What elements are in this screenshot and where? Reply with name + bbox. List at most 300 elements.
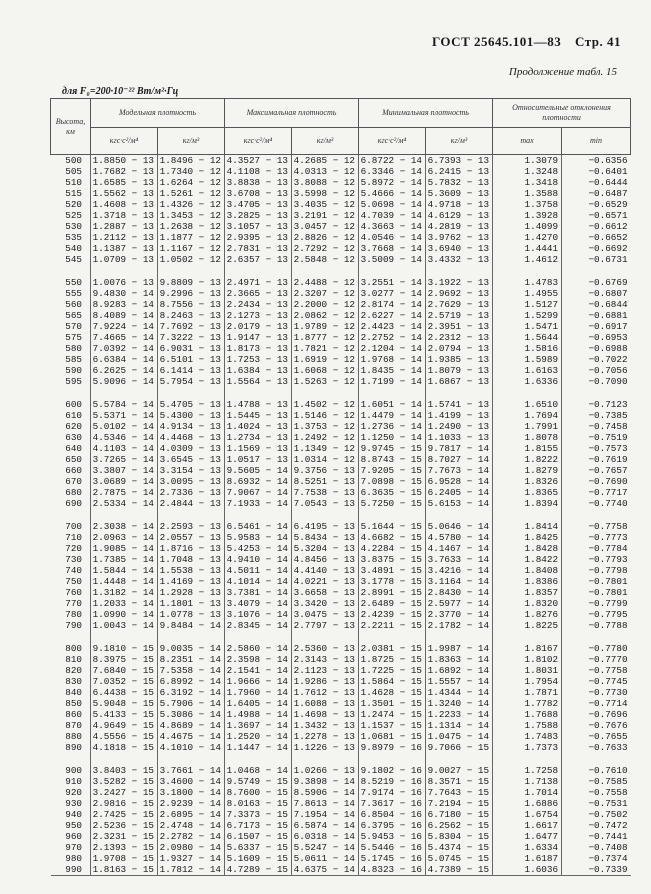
table-row (51, 454, 631, 465)
cell-max-kgs: 5.9583 − 14 (225, 532, 292, 543)
cell-max-kg: 3.3420 − 13 (292, 598, 359, 609)
cell-max-kg: 1.2278 − 13 (292, 731, 359, 742)
cell-dev-min: −0.7801 (562, 587, 631, 598)
cell-model-kg: 3.0095 − 13 (158, 476, 225, 487)
col-max-density: Максимальная плотность (225, 99, 359, 128)
cell-min-kgs: 9.8979 − 16 (359, 742, 426, 753)
cell-max-kgs: 2.3665 − 13 (225, 288, 292, 299)
cell-dev-min: −0.7657 (562, 465, 631, 476)
cell-height: 590 (65, 365, 82, 376)
cell-max-kg: 9.3756 − 13 (292, 465, 359, 476)
cell-dev-min: −0.6731 (562, 254, 631, 265)
cell-model-kg: 4.9134 − 13 (158, 421, 225, 432)
cell-max-kgs: 1.0517 − 13 (225, 454, 292, 465)
cell-max-kg: 1.4502 − 12 (292, 399, 359, 410)
cell-dev-min: −0.7585 (562, 776, 631, 787)
cell-model-kgs: 1.1387 − 13 (91, 243, 158, 254)
cell-min-kgs: 9.1802 − 16 (359, 765, 426, 776)
cell-min-kg: 5.6153 − 14 (426, 498, 493, 509)
table-row (51, 798, 631, 809)
cell-model-kgs: 3.2427 − 15 (91, 787, 158, 798)
cell-model-kgs: 1.0076 − 13 (91, 277, 158, 288)
cell-model-kgs: 9.4830 − 14 (91, 288, 158, 299)
cell-dev-min: −0.6571 (562, 210, 631, 221)
cell-model-kg: 1.2928 − 13 (158, 587, 225, 598)
cell-dev-max: 1.4955 (493, 288, 562, 299)
cell-model-kg: 1.0778 − 13 (158, 609, 225, 620)
cell-min-kg: 1.5557 − 14 (426, 676, 493, 687)
cell-min-kg: 8.7027 − 14 (426, 454, 493, 465)
cell-max-kgs: 3.4705 − 13 (225, 199, 292, 210)
cell-min-kgs: 4.6682 − 15 (359, 532, 426, 543)
cell-dev-max: 1.8357 (493, 587, 562, 598)
cell-model-kgs: 6.2625 − 14 (91, 365, 158, 376)
cell-dev-max: 1.5471 (493, 321, 562, 332)
cell-min-kg: 7.7673 − 14 (426, 465, 493, 476)
table-row (51, 864, 631, 876)
cell-min-kgs: 2.2211 − 15 (359, 620, 426, 631)
cell-max-kg: 2.3143 − 13 (292, 654, 359, 665)
table-row (51, 288, 631, 299)
cell-model-kgs: 1.9708 − 15 (91, 853, 158, 864)
table-row (51, 643, 631, 654)
cell-model-kgs: 7.6840 − 15 (91, 665, 158, 676)
cell-min-kgs: 6.3795 − 16 (359, 820, 426, 831)
cell-model-kg: 1.7048 − 13 (158, 554, 225, 565)
cell-min-kgs: 1.5864 − 15 (359, 676, 426, 687)
cell-height: 680 (65, 487, 82, 498)
cell-min-kg: 2.5977 − 14 (426, 598, 493, 609)
cell-dev-min: −0.7633 (562, 742, 631, 753)
cell-dev-min: −0.7714 (562, 698, 631, 709)
cell-min-kg: 3.4332 − 13 (426, 254, 493, 265)
cell-max-kg: 3.8088 − 12 (292, 177, 359, 188)
cell-dev-max: 1.6336 (493, 376, 562, 387)
cell-max-kg: 3.2191 − 12 (292, 210, 359, 221)
cell-dev-min: −0.6652 (562, 232, 631, 243)
cell-model-kg: 2.7336 − 13 (158, 487, 225, 498)
cell-height: 980 (65, 853, 82, 864)
cell-dev-min: −0.7696 (562, 709, 631, 720)
cell-max-kgs: 1.2734 − 13 (225, 432, 292, 443)
cell-model-kgs: 1.7682 − 13 (91, 166, 158, 177)
cell-max-kg: 1.1349 − 12 (292, 443, 359, 454)
cell-max-kg: 3.0475 − 13 (292, 609, 359, 620)
cell-dev-min: −0.7740 (562, 498, 631, 509)
cell-model-kgs: 5.9096 − 14 (91, 376, 158, 387)
table-row (51, 343, 631, 354)
cell-dev-min: −0.7458 (562, 421, 631, 432)
cell-dev-min: −0.6769 (562, 277, 631, 288)
cell-dev-min: −0.7676 (562, 720, 631, 731)
cell-model-kgs: 1.5844 − 14 (91, 565, 158, 576)
cell-model-kg: 2.0980 − 14 (158, 842, 225, 853)
cell-dev-min: −0.6692 (562, 243, 631, 254)
cell-dev-max: 1.8365 (493, 487, 562, 498)
cell-dev-min: −0.6612 (562, 221, 631, 232)
cell-min-kgs: 1.0681 − 15 (359, 731, 426, 742)
table-row (51, 465, 631, 476)
table-row (51, 598, 631, 609)
cell-max-kg: 7.0543 − 13 (292, 498, 359, 509)
cell-min-kgs: 8.8743 − 15 (359, 454, 426, 465)
cell-min-kgs: 5.1644 − 15 (359, 521, 426, 532)
cell-min-kgs: 8.5219 − 16 (359, 776, 426, 787)
cell-model-kg: 2.4748 − 14 (158, 820, 225, 831)
table-row (51, 199, 631, 210)
cell-dev-min: −0.7339 (562, 864, 631, 876)
cell-dev-min: −0.6881 (562, 310, 631, 321)
cell-min-kg: 5.7832 − 13 (426, 177, 493, 188)
cell-min-kg: 7.7643 − 15 (426, 787, 493, 798)
continuation-note: Продолжение табл. 15 (508, 66, 617, 78)
cell-dev-min: −0.7745 (562, 676, 631, 687)
cell-dev-min: −0.7374 (562, 853, 631, 864)
cell-max-kgs: 1.4988 − 14 (225, 709, 292, 720)
cell-model-kg: 9.0035 − 14 (158, 643, 225, 654)
cell-min-kgs: 3.1778 − 15 (359, 576, 426, 587)
table-row (51, 321, 631, 332)
cell-max-kgs: 1.5564 − 13 (225, 376, 292, 387)
cell-min-kg: 6.7180 − 15 (426, 809, 493, 820)
table-row (51, 354, 631, 365)
col-min-density: Минимальная плотность (359, 99, 493, 128)
cell-dev-max: 1.3928 (493, 210, 562, 221)
cell-dev-max: 1.8394 (493, 498, 562, 509)
cell-min-kgs: 5.0698 − 14 (359, 199, 426, 210)
cell-model-kg: 3.1800 − 14 (158, 787, 225, 798)
cell-dev-min: −0.7773 (562, 532, 631, 543)
cell-min-kgs: 9.9745 − 15 (359, 443, 426, 454)
cell-dev-max: 1.8276 (493, 609, 562, 620)
cell-dev-min: −0.7780 (562, 643, 631, 654)
table-row (51, 177, 631, 188)
cell-model-kgs: 2.3231 − 15 (91, 831, 158, 842)
cell-height: 670 (65, 476, 82, 487)
cell-max-kg: 4.6375 − 14 (292, 864, 359, 876)
cell-height: 960 (65, 831, 82, 842)
cell-max-kg: 1.8777 − 12 (292, 332, 359, 343)
cell-min-kg: 1.8079 − 13 (426, 365, 493, 376)
unit-model-kgs: кгс·с²/м⁴ (91, 128, 158, 155)
cell-max-kg: 1.5263 − 12 (292, 376, 359, 387)
cell-max-kg: 1.9789 − 12 (292, 321, 359, 332)
cell-max-kgs: 3.7381 − 14 (225, 587, 292, 598)
cell-max-kgs: 1.4788 − 13 (225, 399, 292, 410)
cell-height: 770 (65, 598, 82, 609)
cell-min-kg: 1.9385 − 13 (426, 354, 493, 365)
cell-model-kgs: 2.5334 − 14 (91, 498, 158, 509)
cell-model-kg: 1.2638 − 12 (158, 221, 225, 232)
cell-dev-max: 1.4099 (493, 221, 562, 232)
cell-max-kg: 6.5874 − 14 (292, 820, 359, 831)
cell-dev-max: 1.8326 (493, 476, 562, 487)
cell-max-kgs: 4.1014 − 14 (225, 576, 292, 587)
group-spacer (51, 265, 631, 277)
cell-dev-max: 1.7688 (493, 709, 562, 720)
cell-model-kgs: 3.0689 − 14 (91, 476, 158, 487)
table-row (51, 365, 631, 376)
cell-max-kg: 2.1123 − 13 (292, 665, 359, 676)
cell-min-kgs: 5.4666 − 14 (359, 188, 426, 199)
cell-dev-max: 1.7138 (493, 776, 562, 787)
cell-max-kg: 9.3898 − 14 (292, 776, 359, 787)
cell-min-kg: 1.2490 − 13 (426, 421, 493, 432)
cell-min-kg: 5.0646 − 14 (426, 521, 493, 532)
cell-height: 970 (65, 842, 82, 853)
cell-min-kg: 3.1922 − 13 (426, 277, 493, 288)
cell-height: 760 (65, 587, 82, 598)
cell-model-kg: 3.7661 − 14 (158, 765, 225, 776)
cell-dev-max: 1.8279 (493, 465, 562, 476)
cell-model-kg: 1.8716 − 13 (158, 543, 225, 554)
cell-height: 500 (65, 155, 82, 166)
cell-min-kg: 9.7817 − 14 (426, 443, 493, 454)
cell-min-kg: 5.3609 − 13 (426, 188, 493, 199)
cell-max-kg: 5.0611 − 14 (292, 853, 359, 864)
table-row (51, 720, 631, 731)
cell-model-kgs: 5.5371 − 14 (91, 410, 158, 421)
cell-model-kgs: 4.5556 − 15 (91, 731, 158, 742)
cell-dev-min: −0.7619 (562, 454, 631, 465)
cell-height: 850 (65, 698, 82, 709)
table-row (51, 809, 631, 820)
cell-model-kg: 8.2463 − 13 (158, 310, 225, 321)
cell-min-kg: 3.7633 − 14 (426, 554, 493, 565)
cell-height: 730 (65, 554, 82, 565)
cell-max-kgs: 3.6708 − 13 (225, 188, 292, 199)
cell-dev-max: 1.8155 (493, 443, 562, 454)
cell-height: 720 (65, 543, 82, 554)
cell-dev-max: 1.5299 (493, 310, 562, 321)
cell-model-kg: 1.7812 − 14 (158, 864, 225, 876)
table-row (51, 432, 631, 443)
cell-max-kg: 3.4035 − 12 (292, 199, 359, 210)
cell-max-kg: 4.2685 − 12 (292, 155, 359, 167)
cell-model-kgs: 1.3718 − 13 (91, 210, 158, 221)
cell-dev-max: 1.8167 (493, 643, 562, 654)
cell-max-kgs: 5.6337 − 15 (225, 842, 292, 853)
cell-model-kgs: 3.7265 − 14 (91, 454, 158, 465)
cell-height: 880 (65, 731, 82, 742)
cell-min-kg: 1.2233 − 14 (426, 709, 493, 720)
cell-min-kg: 2.3951 − 13 (426, 321, 493, 332)
cell-min-kg: 5.8304 − 15 (426, 831, 493, 842)
cell-model-kg: 4.8689 − 14 (158, 720, 225, 731)
cell-min-kgs: 3.8375 − 15 (359, 554, 426, 565)
cell-dev-max: 1.3248 (493, 166, 562, 177)
cell-dev-min: −0.7385 (562, 410, 631, 421)
cell-dev-max: 1.8102 (493, 654, 562, 665)
cell-max-kg: 4.0313 − 12 (292, 166, 359, 177)
cell-max-kgs: 1.6384 − 13 (225, 365, 292, 376)
cell-height: 910 (65, 776, 82, 787)
cell-max-kgs: 7.9067 − 14 (225, 487, 292, 498)
cell-min-kgs: 2.1204 − 14 (359, 343, 426, 354)
cell-max-kgs: 7.3373 − 15 (225, 809, 292, 820)
cell-dev-max: 1.7694 (493, 410, 562, 421)
cell-min-kgs: 6.3635 − 15 (359, 487, 426, 498)
cell-height: 900 (65, 765, 82, 776)
cell-height: 940 (65, 809, 82, 820)
cell-max-kg: 2.7292 − 12 (292, 243, 359, 254)
cell-min-kg: 2.2312 − 13 (426, 332, 493, 343)
cell-max-kg: 1.3432 − 13 (292, 720, 359, 731)
cell-max-kg: 1.7821 − 12 (292, 343, 359, 354)
cell-min-kg: 1.3240 − 14 (426, 698, 493, 709)
cell-min-kg: 2.1782 − 14 (426, 620, 493, 631)
cell-dev-min: −0.7784 (562, 543, 631, 554)
cell-height: 810 (65, 654, 82, 665)
cell-height: 545 (65, 254, 82, 265)
cell-max-kgs: 2.3598 − 14 (225, 654, 292, 665)
page-number: Стр. 41 (575, 34, 621, 49)
cell-model-kgs: 5.5784 − 14 (91, 399, 158, 410)
cell-model-kgs: 2.1393 − 15 (91, 842, 158, 853)
cell-max-kg: 1.6068 − 12 (292, 365, 359, 376)
cell-dev-min: −0.7798 (562, 565, 631, 576)
cell-dev-max: 1.3079 (493, 155, 562, 167)
table-row (51, 554, 631, 565)
col-max: max (493, 128, 562, 155)
cell-max-kgs: 9.5605 − 14 (225, 465, 292, 476)
cell-height: 820 (65, 665, 82, 676)
cell-model-kgs: 4.5346 − 14 (91, 432, 158, 443)
cell-model-kg: 1.8496 − 12 (158, 155, 225, 167)
cell-dev-max: 1.4441 (493, 243, 562, 254)
cell-min-kgs: 1.2474 − 15 (359, 709, 426, 720)
cell-model-kg: 1.5261 − 12 (158, 188, 225, 199)
table-row (51, 521, 631, 532)
cell-model-kgs: 1.6585 − 13 (91, 177, 158, 188)
cell-model-kgs: 6.6384 − 14 (91, 354, 158, 365)
table-row (51, 665, 631, 676)
cell-max-kgs: 1.7960 − 14 (225, 687, 292, 698)
cell-min-kg: 4.9718 − 13 (426, 199, 493, 210)
cell-max-kgs: 2.0179 − 13 (225, 321, 292, 332)
table-row (51, 476, 631, 487)
cell-dev-min: −0.7531 (562, 798, 631, 809)
cell-min-kgs: 2.4239 − 15 (359, 609, 426, 620)
table-row (51, 243, 631, 254)
table-row (51, 742, 631, 753)
cell-height: 740 (65, 565, 82, 576)
cell-height: 520 (65, 199, 82, 210)
cell-min-kg: 9.7066 − 15 (426, 742, 493, 753)
cell-min-kg: 9.0027 − 15 (426, 765, 493, 776)
cell-min-kg: 6.7393 − 13 (426, 155, 493, 167)
cell-model-kgs: 3.3807 − 14 (91, 465, 158, 476)
cell-max-kgs: 3.2825 − 13 (225, 210, 292, 221)
table-row (51, 820, 631, 831)
cell-max-kgs: 2.2434 − 13 (225, 299, 292, 310)
cell-height: 560 (65, 299, 82, 310)
cell-height: 595 (65, 376, 82, 387)
cell-model-kgs: 2.9816 − 15 (91, 798, 158, 809)
cell-dev-max: 1.8408 (493, 565, 562, 576)
cell-model-kg: 6.9031 − 13 (158, 343, 225, 354)
cell-max-kg: 8.5251 − 13 (292, 476, 359, 487)
cell-dev-min: −0.6844 (562, 299, 631, 310)
cell-dev-max: 1.4270 (493, 232, 562, 243)
table-row (51, 254, 631, 265)
cell-max-kg: 1.7612 − 13 (292, 687, 359, 698)
cell-max-kg: 1.0314 − 12 (292, 454, 359, 465)
cell-dev-min: −0.7502 (562, 809, 631, 820)
cell-min-kg: 1.8363 − 14 (426, 654, 493, 665)
cell-model-kg: 5.4705 − 13 (158, 399, 225, 410)
cell-min-kgs: 5.9453 − 16 (359, 831, 426, 842)
cell-height: 530 (65, 221, 82, 232)
cell-model-kgs: 1.0709 − 13 (91, 254, 158, 265)
cell-height: 650 (65, 454, 82, 465)
cell-height: 610 (65, 410, 82, 421)
cell-model-kg: 7.3222 − 13 (158, 332, 225, 343)
cell-dev-min: −0.7655 (562, 731, 631, 742)
cell-min-kg: 1.0475 − 14 (426, 731, 493, 742)
table-row (51, 376, 631, 387)
cell-model-kgs: 9.1810 − 15 (91, 643, 158, 654)
cell-height: 780 (65, 609, 82, 620)
cell-min-kg: 5.0745 − 15 (426, 853, 493, 864)
cell-model-kgs: 4.1103 − 14 (91, 443, 158, 454)
cell-model-kg: 1.3453 − 12 (158, 210, 225, 221)
cell-dev-max: 1.7782 (493, 698, 562, 709)
cell-max-kgs: 9.5749 − 15 (225, 776, 292, 787)
cell-max-kgs: 3.8838 − 13 (225, 177, 292, 188)
cell-model-kgs: 4.1818 − 15 (91, 742, 158, 753)
group-spacer (51, 509, 631, 521)
cell-min-kg: 2.0794 − 13 (426, 343, 493, 354)
cell-model-kgs: 5.0102 − 14 (91, 421, 158, 432)
table-row (51, 731, 631, 742)
cell-max-kg: 1.0266 − 13 (292, 765, 359, 776)
cell-height: 920 (65, 787, 82, 798)
cell-model-kg: 1.5538 − 13 (158, 565, 225, 576)
cell-model-kg: 2.2782 − 14 (158, 831, 225, 842)
cell-dev-max: 1.8225 (493, 620, 562, 631)
cell-dev-min: −0.7788 (562, 620, 631, 631)
cell-max-kgs: 6.1507 − 15 (225, 831, 292, 842)
cell-max-kgs: 2.1541 − 14 (225, 665, 292, 676)
cell-dev-max: 1.7954 (493, 676, 562, 687)
cell-max-kgs: 1.9666 − 14 (225, 676, 292, 687)
table-row (51, 687, 631, 698)
cell-model-kg: 2.9239 − 14 (158, 798, 225, 809)
cell-model-kgs: 3.8403 − 15 (91, 765, 158, 776)
cell-min-kg: 1.6867 − 13 (426, 376, 493, 387)
table-row (51, 853, 631, 864)
cell-min-kgs: 4.3663 − 14 (359, 221, 426, 232)
cell-min-kg: 4.5780 − 14 (426, 532, 493, 543)
cell-min-kg: 1.1314 − 14 (426, 720, 493, 731)
cell-model-kg: 4.4675 − 14 (158, 731, 225, 742)
cell-min-kgs: 7.3617 − 16 (359, 798, 426, 809)
cell-height: 840 (65, 687, 82, 698)
cell-min-kgs: 4.7039 − 14 (359, 210, 426, 221)
cell-dev-max: 1.4783 (493, 277, 562, 288)
table-row (51, 532, 631, 543)
col-rel-deviation: Относительные отклонения плотности (493, 99, 631, 128)
cell-model-kg: 4.1010 − 14 (158, 742, 225, 753)
cell-dev-min: −0.6444 (562, 177, 631, 188)
table-row (51, 776, 631, 787)
table-row (51, 543, 631, 554)
cell-height: 710 (65, 532, 82, 543)
cell-max-kgs: 4.1108 − 13 (225, 166, 292, 177)
cell-min-kg: 4.7389 − 15 (426, 864, 493, 876)
cell-min-kg: 2.9692 − 13 (426, 288, 493, 299)
